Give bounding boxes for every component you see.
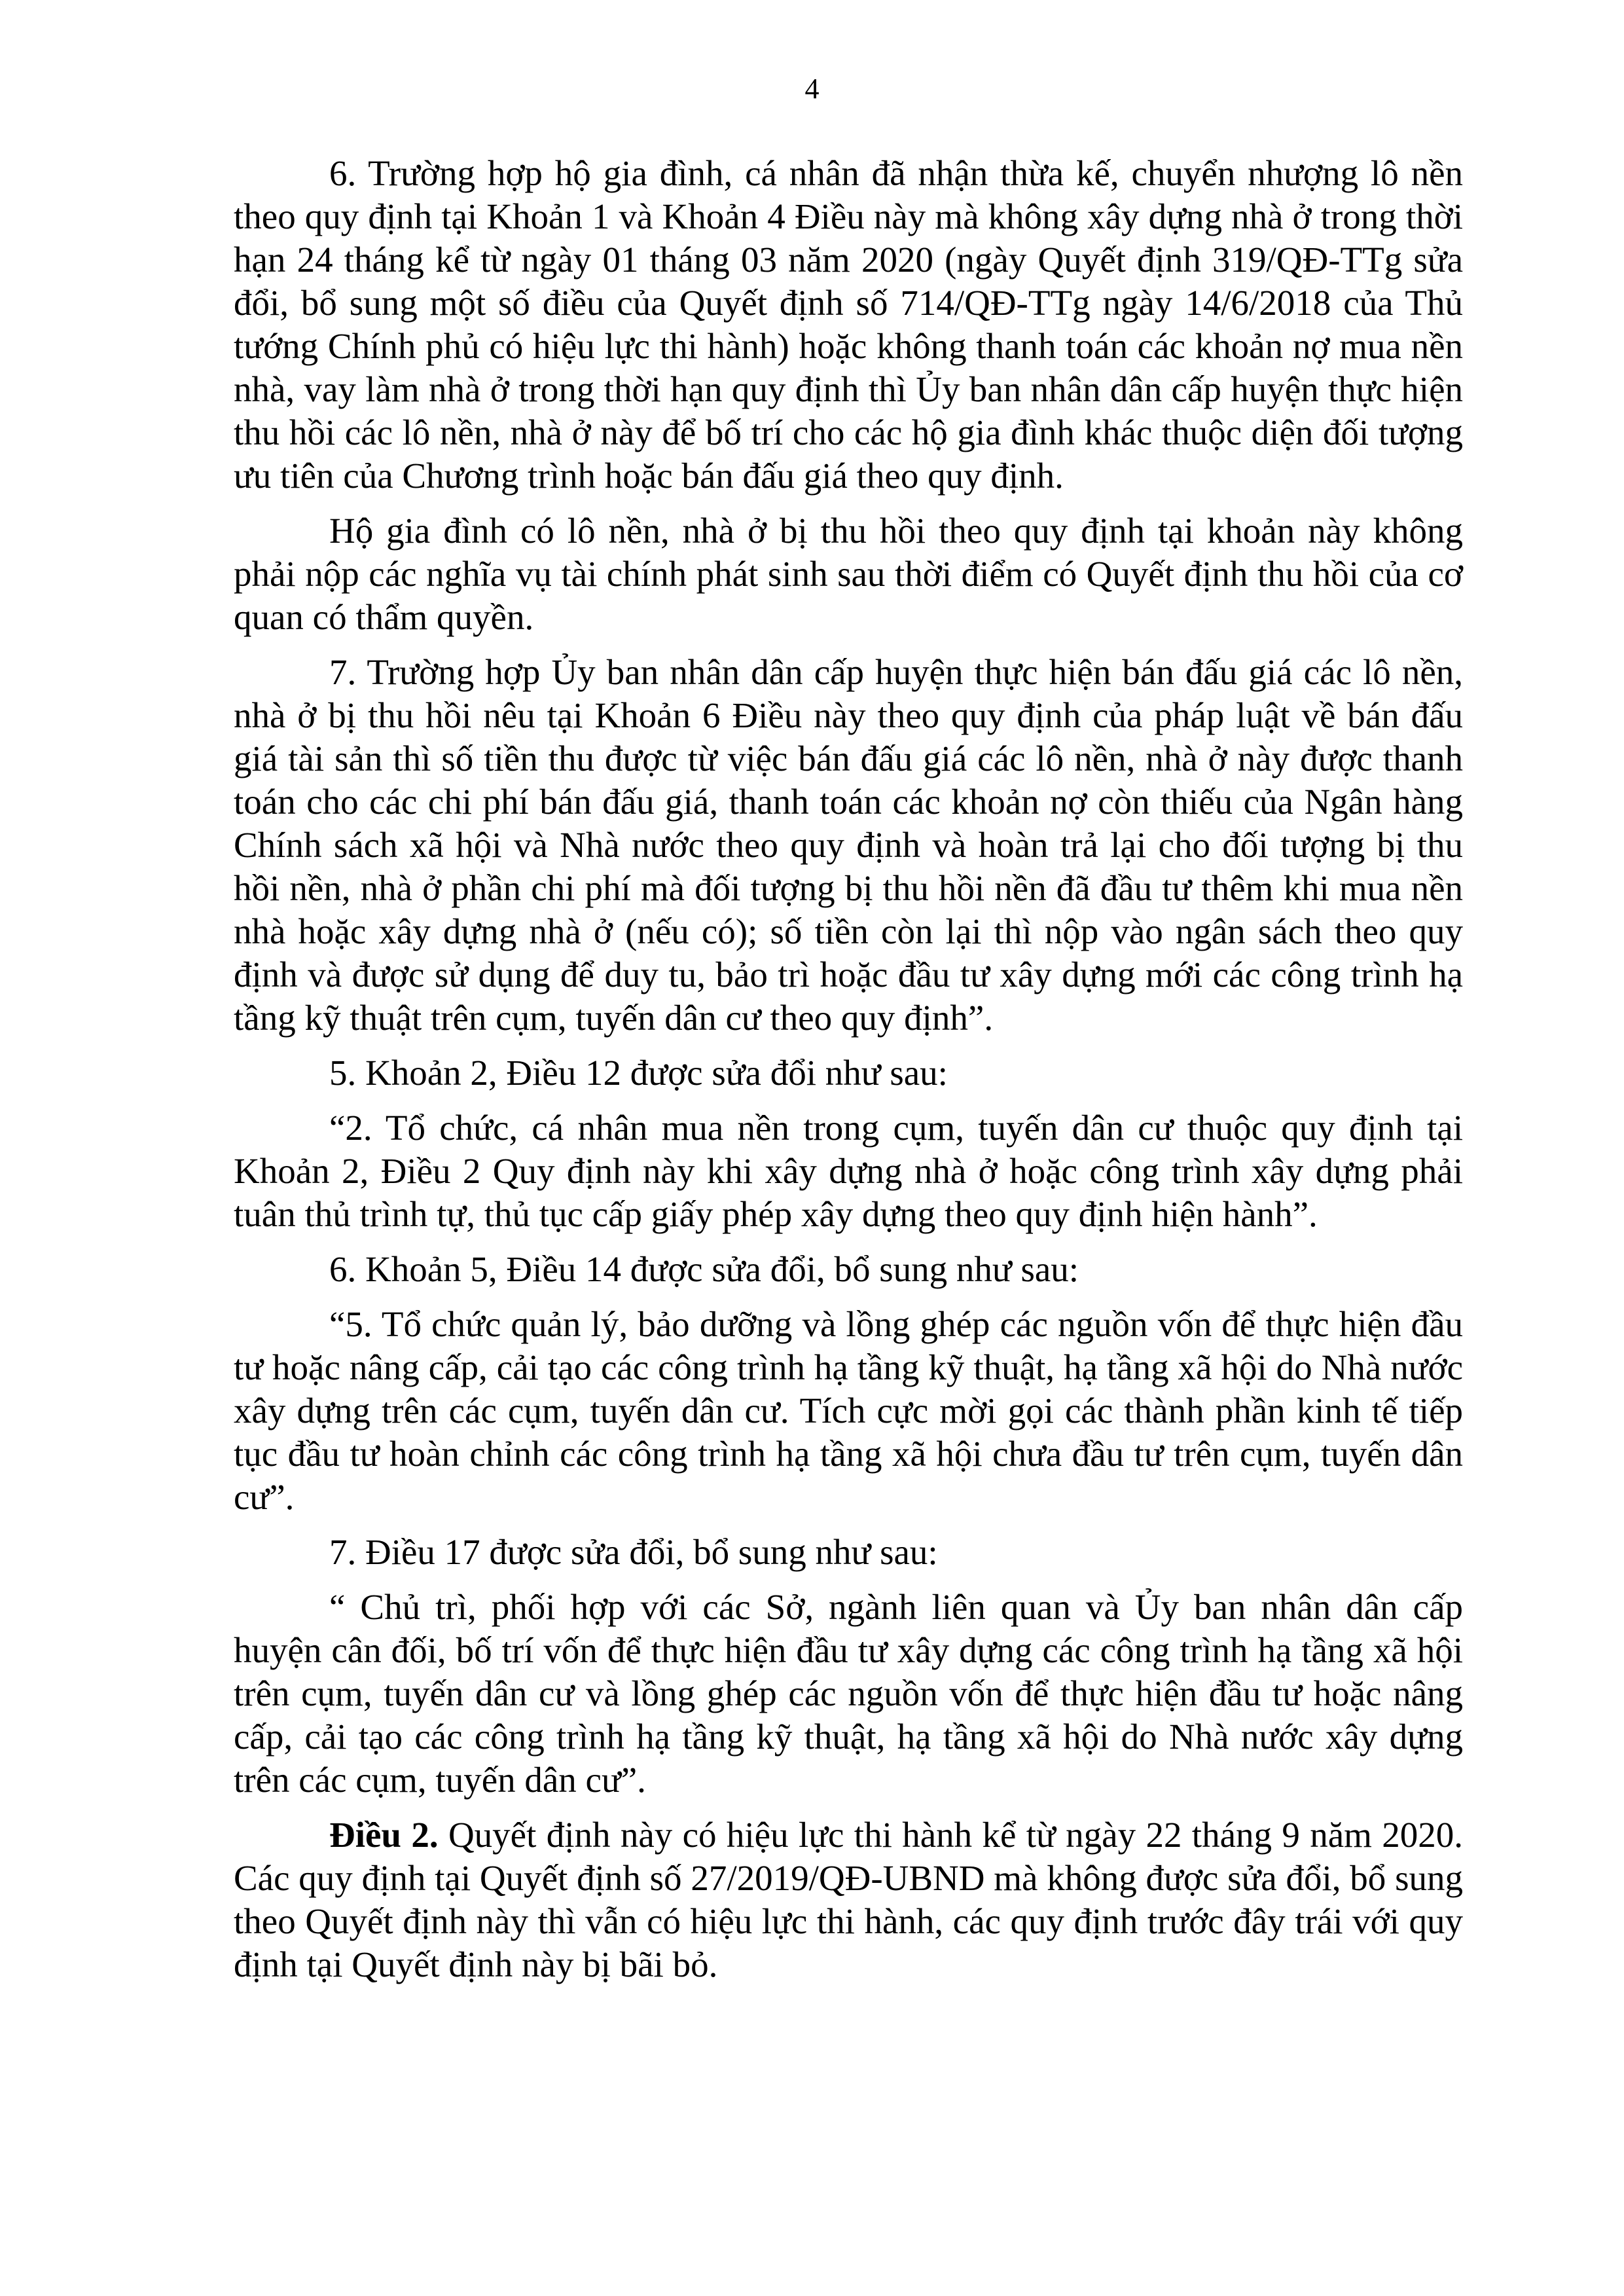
document-body <box>234 152 1463 1998</box>
paragraph-item-5-content: “2. Tổ chức, cá nhân mua nền trong cụm, tuyến dân cư thuộc quy định tại Khoản 2, Điều 2 Quy định này khi xây dựng nhà ở hoặc công trình xây dựng phải tuân thủ trình tự, thủ tục cấp giấy phép xây dựng theo quy định hiện hành”. <box>234 1108 1463 1234</box>
article-2-text: Quyết định này có hiệu lực thi hành kể từ ngày 22 tháng 9 năm 2020. Các quy định tại Quyết định số 27/2019/QĐ-UBND mà không được sửa đổi, bổ sung theo Quyết định này thì vẫn có hiệu lực thi hành, các quy định trước đây trái với quy định tại Quyết định này bị bãi bỏ. <box>234 1815 1464 1984</box>
paragraph-article-2 <box>234 1813 1463 1986</box>
paragraph-item-5-heading: 5. Khoản 2, Điều 12 được sửa đổi như sau: <box>329 1053 948 1093</box>
article-2-label: Điều 2. <box>329 1815 439 1855</box>
paragraph-item-6-heading: 6. Khoản 5, Điều 14 được sửa đổi, bổ sung như sau: <box>329 1249 1079 1289</box>
page-number: 4 <box>804 73 820 105</box>
paragraph-item-6-content: “5. Tổ chức quản lý, bảo dưỡng và lồng ghép các nguồn vốn để thực hiện đầu tư hoặc nâng cấp, cải tạo các công trình hạ tầng kỹ thuật, hạ tầng xã hội do Nhà nước xây dựng trên các cụm, tuyến dân cư. Tích cực mời gọi các thành phần kinh tế tiếp tục đầu tư hoàn chỉnh các công trình hạ tầng xã hội chưa đầu tư trên cụm, tuyến dân cư”. <box>234 1304 1463 1517</box>
paragraph-clause-7: 7. Trường hợp Ủy ban nhân dân cấp huyện thực hiện bán đấu giá các lô nền, nhà ở bị thu hồi nêu tại Khoản 6 Điều này theo quy định của pháp luật về bán đấu giá tài sản thì số tiền thu được từ việc bán đấu giá các lô nền, nhà ở này được thanh toán cho các chi phí bán đấu giá, thanh toán các khoản nợ còn thiếu của Ngân hàng Chính sách xã hội và Nhà nước theo quy định và hoàn trả lại cho đối tượng bị thu hồi nền, nhà ở phần chi phí mà đối tượng bị thu hồi nền đã đầu tư thêm khi mua nền nhà hoặc xây dựng nhà ở (nếu có); số tiền còn lại thì nộp vào ngân sách theo quy định và được sử dụng để duy tu, bảo trì hoặc đầu tư xây dựng mới các công trình hạ tầng kỹ thuật trên cụm, tuyến dân cư theo quy định”. <box>234 652 1463 1038</box>
paragraph-household-obligations: Hộ gia đình có lô nền, nhà ở bị thu hồi theo quy định tại khoản này không phải nộp các nghĩa vụ tài chính phát sinh sau thời điểm có Quyết định thu hồi của cơ quan có thẩm quyền. <box>234 511 1463 637</box>
paragraph-item-7-heading: 7. Điều 17 được sửa đổi, bổ sung như sau: <box>329 1532 938 1572</box>
paragraph-clause-6: 6. Trường hợp hộ gia đình, cá nhân đã nhận thừa kế, chuyển nhượng lô nền theo quy định tại Khoản 1 và Khoản 4 Điều này mà không xây dựng nhà ở trong thời hạn 24 tháng kể từ ngày 01 tháng 03 năm 2020 (ngày Quyết định 319/QĐ-TTg sửa đổi, bổ sung một số điều của Quyết định số 714/QĐ-TTg ngày 14/6/2018 của Thủ tướng Chính phủ có hiệu lực thi hành) hoặc không thanh toán các khoản nợ mua nền nhà, vay làm nhà ở trong thời hạn quy định thì Ủy ban nhân dân cấp huyện thực hiện thu hồi các lô nền, nhà ở này để bố trí cho các hộ gia đình khác thuộc diện đối tượng ưu tiên của Chương trình hoặc bán đấu giá theo quy định. <box>234 153 1463 496</box>
paragraph-item-7-content: “ Chủ trì, phối hợp với các Sở, ngành liên quan và Ủy ban nhân dân cấp huyện cân đối, bố trí vốn để thực hiện đầu tư xây dựng các công trình hạ tầng xã hội trên cụm, tuyến dân cư và lồng ghép các nguồn vốn để thực hiện đầu tư hoặc nâng cấp, cải tạo các công trình hạ tầng kỹ thuật, hạ tầng xã hội do Nhà nước xây dựng trên các cụm, tuyến dân cư”. <box>234 1587 1463 1800</box>
